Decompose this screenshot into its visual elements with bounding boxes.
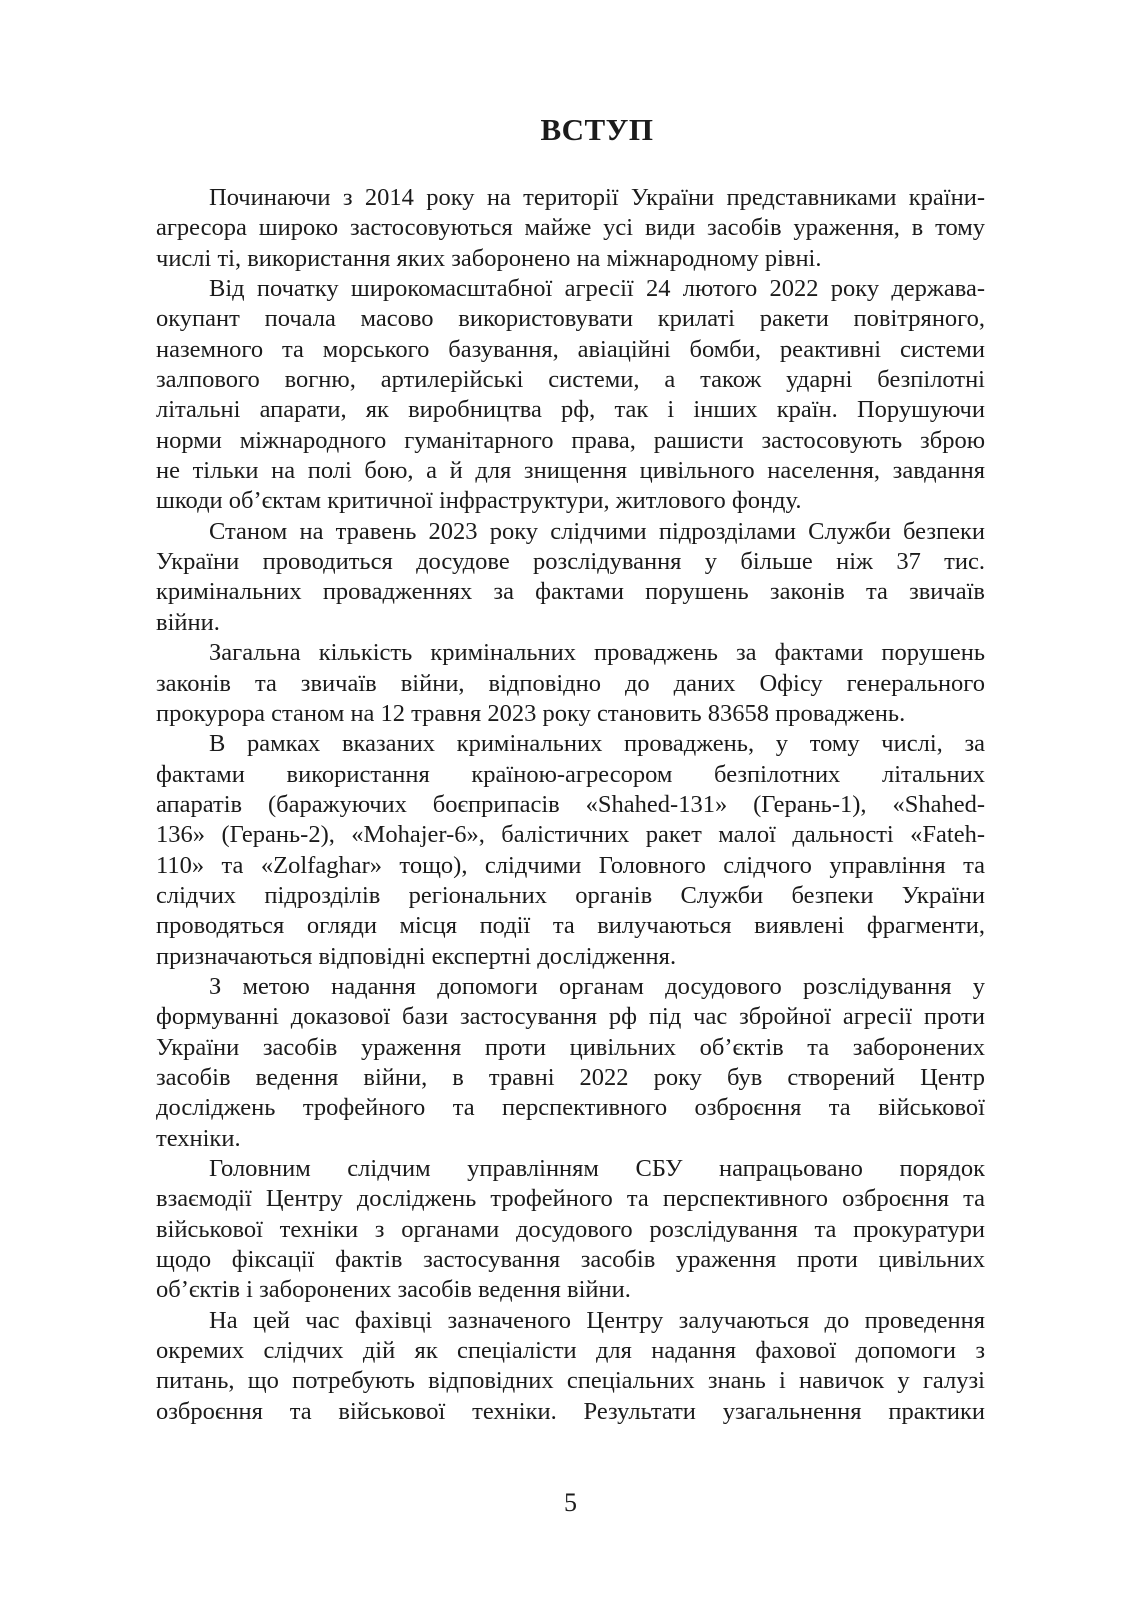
text-line: кримінальних провадженнях за фактами порушень законів та звичаїв — [156, 578, 985, 606]
text-line: не тільки на полі бою, а й для знищення цивільного населення, завдання — [156, 457, 985, 485]
text-line: В рамках вказаних кримінальних проваджень, у тому числі, за — [209, 730, 985, 758]
text-line: апаратів (баражуючих боєприпасів «Shahed-131» (Герань-1), «Shahed- — [156, 790, 985, 818]
text-line: Головним слідчим управлінням СБУ напрацьовано порядок — [209, 1155, 985, 1182]
text-line: взаємодії Центру досліджень трофейного та перспективного озброєння та — [156, 1185, 985, 1213]
paragraph — [156, 183, 985, 274]
paragraph — [156, 972, 985, 1154]
page-number: 5 — [564, 1488, 577, 1517]
text-line: озброєння та військової техніки. Результати узагальнення практики — [156, 1397, 985, 1425]
text-line: формуванні доказової бази застосування рф під час збройної агресії проти — [156, 1003, 985, 1031]
text-line: шкоди об’єктам критичної інфраструктури, житлового фонду. — [156, 487, 802, 515]
paragraph — [156, 1154, 985, 1306]
text-line: літальні апарати, як виробництва рф, так і інших країн. Порушуючи — [156, 396, 985, 424]
text-line: На цей час фахівці зазначеного Центру залучаються до проведення — [209, 1306, 985, 1334]
paragraph — [156, 1306, 985, 1427]
text-line: наземного та морського базування, авіаційні бомби, реактивні системи — [156, 335, 985, 363]
paragraph — [156, 638, 985, 729]
body-text — [156, 183, 985, 1427]
text-line: окупант почала масово використовувати крилаті ракети повітряного, — [156, 305, 985, 333]
text-line: Загальна кількість кримінальних проваджень за фактами порушень — [209, 639, 985, 667]
text-line: Від початку широкомасштабної агресії 24 лютого 2022 року держава- — [209, 275, 985, 303]
text-line: щодо фіксації фактів застосування засобів ураження проти цивільних — [156, 1246, 985, 1274]
paragraph — [156, 274, 985, 517]
text-line: Починаючи з 2014 року на території України представниками країни- — [209, 184, 985, 211]
text-line: залпового вогню, артилерійські системи, а також ударні безпілотні — [156, 366, 985, 394]
text-line: України засобів ураження проти цивільних об’єктів та заборонених — [156, 1033, 985, 1061]
text-line: війни. — [156, 608, 220, 636]
text-line: 110» та «Zolfaghar» тощо), слідчими Головного слідчого управління та — [156, 851, 985, 879]
text-line: об’єктів і заборонених засобів ведення війни. — [156, 1276, 631, 1304]
text-line: норми міжнародного гуманітарного права, рашисти застосовують зброю — [156, 426, 985, 454]
text-line: досліджень трофейного та перспективного озброєння та військової — [156, 1094, 985, 1122]
text-line: агресора широко застосовуються майже усі види засобів ураження, в тому — [156, 214, 985, 242]
text-line: України проводиться досудове розслідування у більше ніж 37 тис. — [156, 548, 985, 576]
paragraph — [156, 729, 985, 972]
text-line: призначаються відповідні експертні дослідження. — [156, 942, 677, 970]
text-line: фактами використання країною-агресором безпілотних літальних — [156, 760, 985, 788]
text-line: законів та звичаїв війни, відповідно до даних Офісу генерального — [156, 669, 985, 697]
text-line: числі ті, використання яких заборонено на міжнародному рівні. — [156, 244, 822, 272]
text-line: окремих слідчих дій як спеціалісти для надання фахової допомоги з — [156, 1337, 985, 1365]
text-line: З метою надання допомоги органам досудового розслідування у — [209, 972, 985, 1000]
text-line: питань, що потребують відповідних спеціальних знань і навичок у галузі — [156, 1367, 985, 1395]
text-line: слідчих підрозділів регіональних органів Служби безпеки України — [156, 881, 985, 909]
text-line: техніки. — [156, 1124, 241, 1152]
text-line: Станом на травень 2023 року слідчими підрозділами Служби безпеки — [209, 517, 985, 545]
paragraph — [156, 517, 985, 638]
text-line: 136» (Герань-2), «Mohajer-6», балістичних ракет малої дальності «Fateh- — [156, 821, 985, 849]
text-line: проводяться огляди місця події та вилучаються виявлені фрагменти, — [156, 912, 985, 940]
text-line: військової техніки з органами досудового розслідування та прокуратури — [156, 1215, 985, 1243]
text-line: засобів ведення війни, в травні 2022 року був створений Центр — [156, 1063, 985, 1091]
page-title: ВСТУП — [540, 112, 654, 147]
text-line: прокурора станом на 12 травня 2023 року становить 83658 проваджень. — [156, 699, 906, 727]
